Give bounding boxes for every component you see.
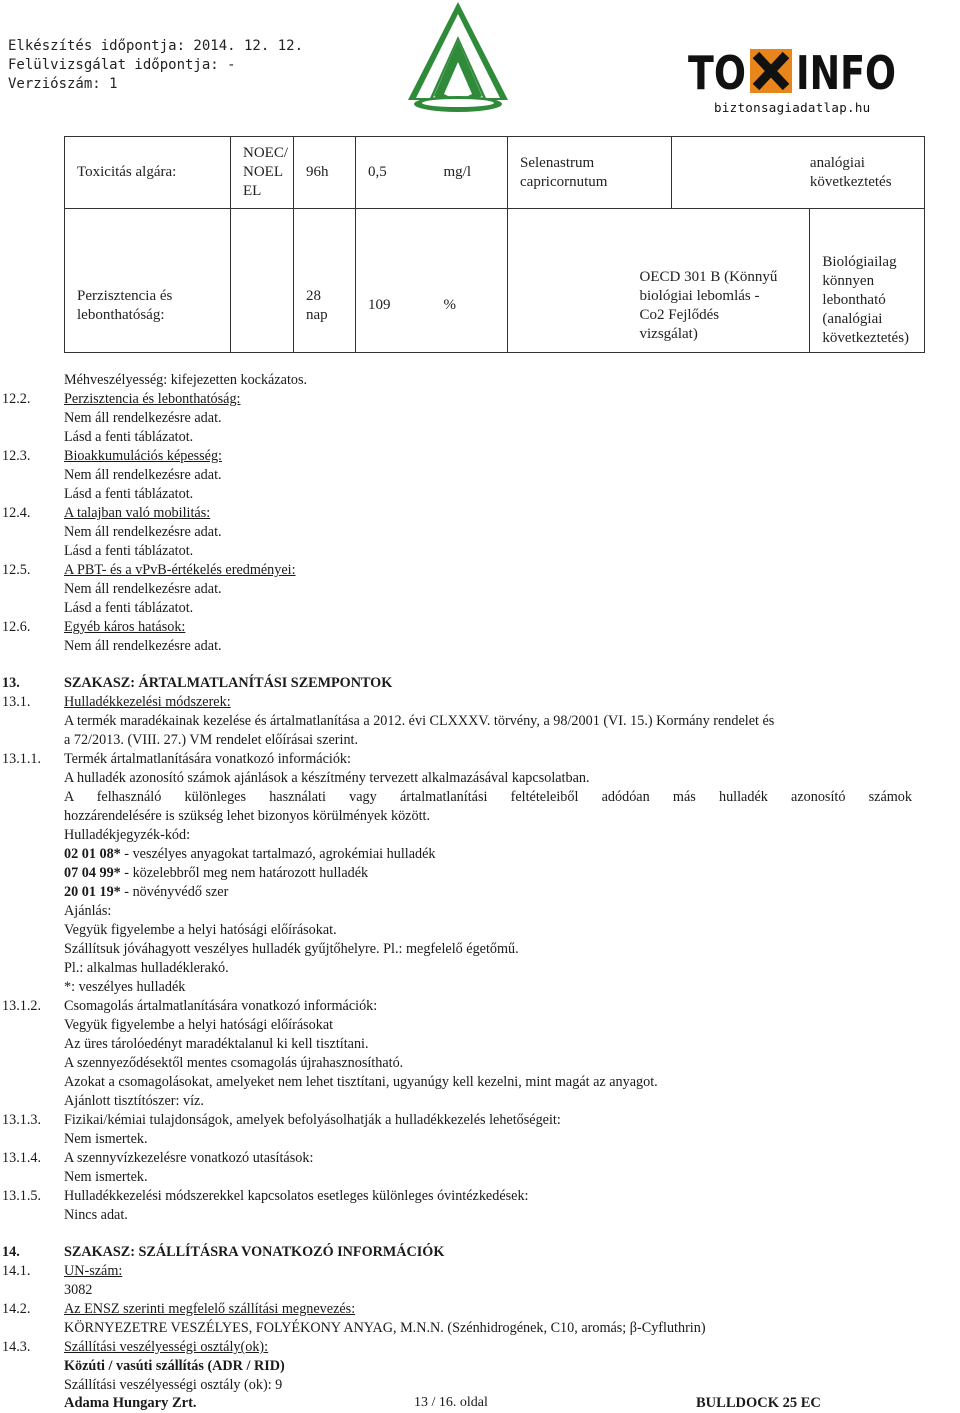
value-cell: 109 [356,209,432,353]
exposure-time: 28 nap [294,209,356,353]
version-number: Verziószám: 1 [8,76,118,92]
method-cell: OECD 301 B (Könnyű biológiai lebomlás - Co2 Fejlődés vizsgálat) [640,209,778,353]
method-cell: Selenastrum capricornutum [508,137,672,209]
footer-company: Adama Hungary Zrt. [64,1395,197,1411]
revision-date: Felülvizsgálat időpontja: - [8,57,236,73]
table-row [65,137,925,209]
value-cell: 0,5 [356,137,432,209]
toxinfo-logo [688,45,898,100]
unit-cell: % [432,209,508,353]
unit-cell: mg/l [432,137,508,209]
table-row [65,209,925,353]
test-type [231,209,294,353]
adama-logo [404,0,512,114]
svg-text:TO: TO [688,46,746,100]
svg-text:INFO: INFO [796,46,896,100]
exposure-time: 96h [294,137,356,209]
row-label: Perzisztencia és lebonthatóság: [65,209,231,353]
ecotoxicity-table [64,136,925,353]
footer-product: BULLDOCK 25 EC [696,1395,821,1411]
footer-page-number: 13 / 16. oldal [414,1395,488,1410]
remark-cell: analógiai következtetés [810,137,925,209]
remark-cell: Biológiailag könnyen lebontható (analógiai következtetés) [810,209,925,353]
empty-cell [672,137,810,209]
row-label: Toxicitás algára: [65,137,231,209]
toxinfo-url: biztonsagiadatlap.hu [714,100,871,115]
test-type: NOEC/ NOEL EL [231,137,294,209]
document-meta [8,37,303,94]
creation-date: Elkészítés időpontja: 2014. 12. 12. [8,38,304,54]
page-footer [0,1393,960,1413]
